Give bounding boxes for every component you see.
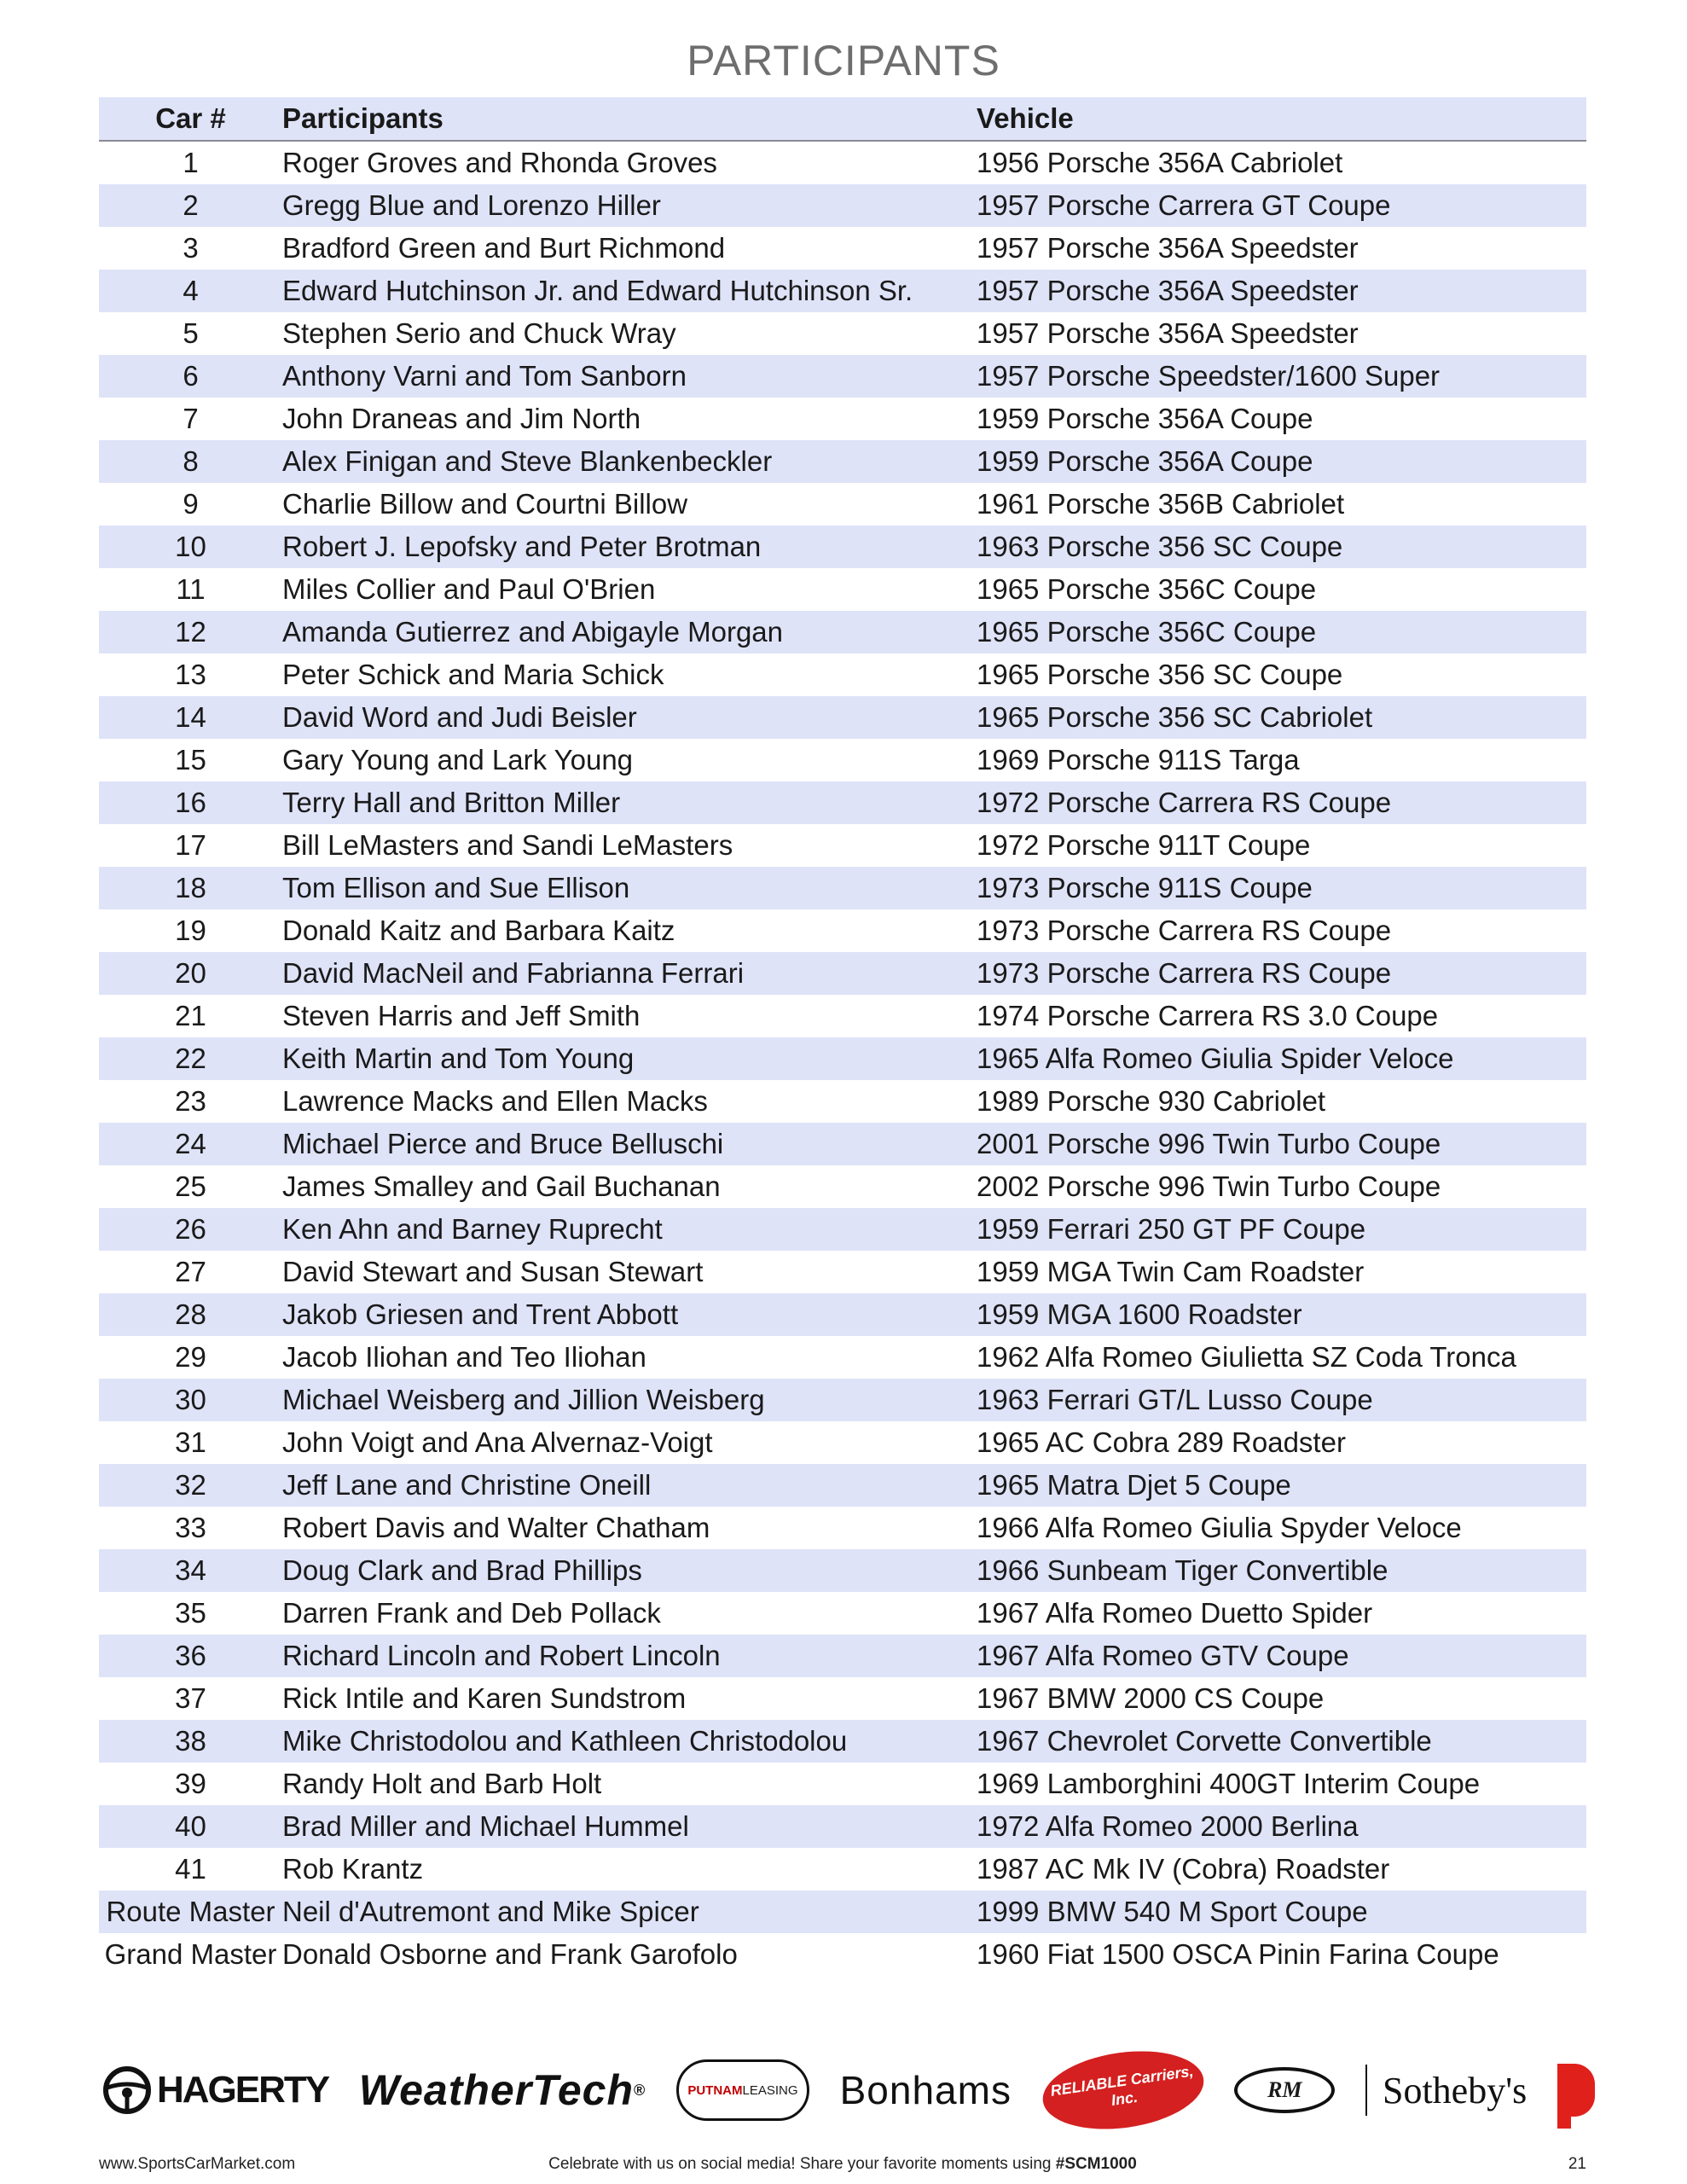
vehicle-cell: 1973 Porsche Carrera RS Coupe (977, 957, 1392, 989)
car-number-cell: 21 (175, 1000, 206, 1031)
vehicle-cell: 1972 Porsche 911T Coupe (977, 829, 1311, 861)
vehicle-cell: 1967 Alfa Romeo GTV Coupe (977, 1640, 1349, 1671)
participants-cell: Michael Weisberg and Jillion Weisberg (282, 1384, 765, 1415)
car-number-cell: 12 (175, 616, 206, 648)
table-row (99, 696, 1586, 739)
participants-cell: Bill LeMasters and Sandi LeMasters (282, 829, 733, 861)
vehicle-cell: 1967 Alfa Romeo Duetto Spider (977, 1597, 1373, 1629)
car-number-cell: 22 (175, 1043, 206, 1074)
vehicle-cell: 1965 Alfa Romeo Giulia Spider Veloce (977, 1043, 1454, 1074)
car-number-cell: 18 (175, 872, 206, 903)
participants-cell: Peter Schick and Maria Schick (282, 659, 664, 690)
vehicle-cell: 1965 Porsche 356 SC Coupe (977, 659, 1343, 690)
table-row (99, 781, 1586, 824)
weathertech-wordmark: WeatherTech (358, 2066, 635, 2114)
vehicle-cell: 1969 Lamborghini 400GT Interim Coupe (977, 1768, 1481, 1799)
vehicle-cell: 2001 Porsche 996 Twin Turbo Coupe (977, 1128, 1441, 1159)
participants-cell: Anthony Varni and Tom Sanborn (282, 360, 687, 392)
table-row (99, 1933, 1586, 1976)
car-number-cell: 19 (175, 915, 206, 946)
car-number-cell: 39 (175, 1768, 206, 1799)
logo-divider (1365, 2065, 1367, 2116)
vehicle-cell: 1960 Fiat 1500 OSCA Pinin Farina Coupe (977, 1938, 1499, 1970)
sponsor-bar (102, 2048, 1595, 2133)
vehicle-cell: 1957 Porsche 356A Speedster (977, 275, 1359, 306)
vehicle-cell: 1973 Porsche 911S Coupe (977, 872, 1313, 903)
table-row (99, 1208, 1586, 1251)
vehicle-cell: 1956 Porsche 356A Cabriolet (977, 147, 1343, 178)
vehicle-cell: 1957 Porsche 356A Speedster (977, 232, 1359, 264)
car-number-cell: 7 (183, 403, 199, 434)
car-number-cell: 32 (175, 1469, 206, 1501)
rm-logo: RM (1234, 2067, 1335, 2113)
vehicle-cell: 1967 Chevrolet Corvette Convertible (977, 1725, 1432, 1757)
reliable-carriers-logo: RELIABLE Carriers, Inc. (1037, 2042, 1208, 2139)
vehicle-cell: 1965 Porsche 356C Coupe (977, 573, 1317, 605)
table-row (99, 1080, 1586, 1123)
vehicle-cell: 1966 Sunbeam Tiger Convertible (977, 1554, 1388, 1586)
table-row (99, 568, 1586, 611)
car-number-cell: Grand Master (104, 1938, 277, 1970)
vehicle-cell: 1969 Porsche 911S Targa (977, 744, 1300, 775)
car-number-cell: 36 (175, 1640, 206, 1671)
table-row (99, 952, 1586, 995)
participants-cell: Alex Finigan and Steve Blankenbeckler (282, 445, 773, 477)
car-number-cell: 41 (175, 1853, 206, 1885)
table-row (99, 1037, 1586, 1080)
participants-cell: Donald Kaitz and Barbara Kaitz (282, 915, 675, 946)
participants-cell: Richard Lincoln and Robert Lincoln (282, 1640, 721, 1671)
car-number-cell: 17 (175, 829, 206, 861)
footer-social-text: Celebrate with us on social media! Share your favorite moments using (548, 2155, 1056, 2173)
sothebys-logo (1365, 2065, 1527, 2116)
participants-cell: Jacob Iliohan and Teo Iliohan (282, 1341, 646, 1373)
participants-cell: Michael Pierce and Bruce Belluschi (282, 1128, 724, 1159)
table-row (99, 1336, 1586, 1379)
table-row (99, 653, 1586, 696)
car-number-cell: Route Master (106, 1896, 275, 1927)
vehicle-cell: 1967 BMW 2000 CS Coupe (977, 1682, 1325, 1714)
putnam-badge (676, 2059, 809, 2121)
participants-cell: Rob Krantz (282, 1853, 424, 1885)
car-number-cell: 14 (175, 701, 206, 733)
table-row (99, 270, 1586, 312)
car-number-cell: 34 (175, 1554, 206, 1586)
table-row (99, 1592, 1586, 1635)
porsche-p-logo-icon (1557, 2064, 1595, 2117)
footer-hashtag: #SCM1000 (1055, 2155, 1137, 2173)
registered-mark: ® (634, 2081, 646, 2099)
table-row (99, 1421, 1586, 1464)
vehicle-cell: 1963 Ferrari GT/L Lusso Coupe (977, 1384, 1373, 1415)
hagerty-logo (102, 2065, 328, 2115)
table-row (99, 1123, 1586, 1165)
participants-cell: Mike Christodolou and Kathleen Christodolou (282, 1725, 848, 1757)
car-number-cell: 30 (175, 1384, 206, 1415)
table-row (99, 1720, 1586, 1763)
participants-cell: Gary Young and Lark Young (282, 744, 634, 775)
participants-cell: David Word and Judi Beisler (282, 701, 637, 733)
participants-cell: Bradford Green and Burt Richmond (282, 232, 726, 264)
vehicle-cell: 1965 AC Cobra 289 Roadster (977, 1426, 1346, 1458)
vehicle-cell: 1957 Porsche Speedster/1600 Super (977, 360, 1441, 392)
page-number: 21 (1568, 2155, 1586, 2173)
car-number-cell: 16 (175, 787, 206, 818)
bonhams-logo: Bonhams (839, 2068, 1012, 2112)
vehicle-cell: 1974 Porsche Carrera RS 3.0 Coupe (977, 1000, 1439, 1031)
car-number-cell: 35 (175, 1597, 206, 1629)
putnam-brand: PUTNAM (687, 2082, 743, 2098)
table-row (99, 824, 1586, 867)
participants-cell: Randy Holt and Barb Holt (282, 1768, 602, 1799)
vehicle-cell: 1999 BMW 540 M Sport Coupe (977, 1896, 1368, 1927)
participants-cell: Tom Ellison and Sue Ellison (282, 872, 630, 903)
participants-cell: David MacNeil and Fabrianna Ferrari (282, 957, 745, 989)
table-row (99, 142, 1586, 184)
participants-cell: Roger Groves and Rhonda Groves (282, 147, 717, 178)
participants-cell: Amanda Gutierrez and Abigayle Morgan (282, 616, 784, 648)
participants-table (99, 97, 1586, 1976)
car-number-cell: 20 (175, 957, 206, 989)
car-number-cell: 33 (175, 1512, 206, 1543)
table-body (99, 142, 1586, 1976)
participants-cell: Edward Hutchinson Jr. and Edward Hutchinson Sr. (282, 275, 913, 306)
car-number-cell: 15 (175, 744, 206, 775)
participants-cell: Terry Hall and Britton Miller (282, 787, 621, 818)
vehicle-cell: 1959 MGA 1600 Roadster (977, 1298, 1302, 1330)
participants-cell: Jakob Griesen and Trent Abbott (282, 1298, 679, 1330)
header-participants: Participants (282, 102, 443, 134)
vehicle-cell: 1966 Alfa Romeo Giulia Spyder Veloce (977, 1512, 1462, 1543)
table-row (99, 440, 1586, 483)
car-number-cell: 3 (183, 232, 199, 264)
participants-cell: Lawrence Macks and Ellen Macks (282, 1085, 708, 1117)
page-footer (99, 2155, 1586, 2181)
car-number-cell: 25 (175, 1170, 206, 1202)
table-row (99, 483, 1586, 526)
car-number-cell: 37 (175, 1682, 206, 1714)
participants-cell: Keith Martin and Tom Young (282, 1043, 635, 1074)
vehicle-cell: 1963 Porsche 356 SC Coupe (977, 531, 1343, 562)
table-row (99, 1464, 1586, 1507)
vehicle-cell: 1973 Porsche Carrera RS Coupe (977, 915, 1392, 946)
vehicle-cell: 1959 Porsche 356A Coupe (977, 403, 1313, 434)
participants-cell: Jeff Lane and Christine Oneill (282, 1469, 652, 1501)
table-row (99, 1763, 1586, 1805)
footer-website-link[interactable]: www.SportsCarMarket.com (99, 2155, 296, 2173)
header-car-number: Car # (155, 102, 226, 134)
table-row (99, 227, 1586, 270)
vehicle-cell: 1965 Porsche 356C Coupe (977, 616, 1317, 648)
participants-cell: Robert J. Lepofsky and Peter Brotman (282, 531, 762, 562)
car-number-cell: 1 (183, 147, 199, 178)
page-title: PARTICIPANTS (687, 37, 1000, 84)
car-number-cell: 8 (183, 445, 199, 477)
participants-cell: Ken Ahn and Barney Ruprecht (282, 1213, 663, 1245)
table-row (99, 1165, 1586, 1208)
participants-cell: John Voigt and Ana Alvernaz-Voigt (282, 1426, 713, 1458)
car-number-cell: 28 (175, 1298, 206, 1330)
vehicle-cell: 1957 Porsche 356A Speedster (977, 317, 1359, 349)
table-row (99, 1848, 1586, 1891)
header-vehicle: Vehicle (977, 102, 1074, 134)
participants-cell: Darren Frank and Deb Pollack (282, 1597, 661, 1629)
car-number-cell: 24 (175, 1128, 206, 1159)
participants-cell: Rick Intile and Karen Sundstrom (282, 1682, 687, 1714)
vehicle-cell: 1965 Matra Djet 5 Coupe (977, 1469, 1291, 1501)
table-row (99, 398, 1586, 440)
table-row (99, 355, 1586, 398)
vehicle-cell: 1959 MGA Twin Cam Roadster (977, 1256, 1365, 1287)
participants-cell: Gregg Blue and Lorenzo Hiller (282, 189, 661, 221)
car-number-cell: 5 (183, 317, 199, 349)
vehicle-cell: 1972 Alfa Romeo 2000 Berlina (977, 1810, 1359, 1842)
vehicle-cell: 1959 Porsche 356A Coupe (977, 445, 1313, 477)
participants-cell: Neil d'Autremont and Mike Spicer (282, 1896, 699, 1927)
participants-cell: John Draneas and Jim North (282, 403, 641, 434)
vehicle-cell: 2002 Porsche 996 Twin Turbo Coupe (977, 1170, 1441, 1202)
table-row (99, 1507, 1586, 1549)
car-number-cell: 38 (175, 1725, 206, 1757)
car-number-cell: 31 (175, 1426, 206, 1458)
table-row (99, 1677, 1586, 1720)
hagerty-wordmark: HAGERTY (157, 2069, 329, 2111)
car-number-cell: 23 (175, 1085, 206, 1117)
table-row (99, 1379, 1586, 1421)
table-row (99, 1251, 1586, 1293)
participants-cell: David Stewart and Susan Stewart (282, 1256, 704, 1287)
participants-cell: James Smalley and Gail Buchanan (282, 1170, 721, 1202)
table-row (99, 526, 1586, 568)
car-number-cell: 40 (175, 1810, 206, 1842)
participants-cell: Doug Clark and Brad Phillips (282, 1554, 642, 1586)
car-number-cell: 26 (175, 1213, 206, 1245)
participants-cell: Brad Miller and Michael Hummel (282, 1810, 689, 1842)
vehicle-cell: 1987 AC Mk IV (Cobra) Roadster (977, 1853, 1390, 1885)
weathertech-logo (359, 2065, 646, 2115)
vehicle-cell: 1989 Porsche 930 Cabriolet (977, 1085, 1326, 1117)
vehicle-cell: 1957 Porsche Carrera GT Coupe (977, 189, 1391, 221)
participants-cell: Steven Harris and Jeff Smith (282, 1000, 641, 1031)
vehicle-cell: 1959 Ferrari 250 GT PF Coupe (977, 1213, 1366, 1245)
table-row (99, 184, 1586, 227)
car-number-cell: 10 (175, 531, 206, 562)
table-row (99, 1635, 1586, 1677)
table-row (99, 867, 1586, 909)
table-row (99, 909, 1586, 952)
car-number-cell: 4 (183, 275, 199, 306)
participants-cell: Miles Collier and Paul O'Brien (282, 573, 656, 605)
putnam-suffix: LEASING (742, 2082, 798, 2098)
participants-cell: Stephen Serio and Chuck Wray (282, 317, 676, 349)
table-row (99, 1891, 1586, 1933)
vehicle-cell: 1965 Porsche 356 SC Cabriolet (977, 701, 1373, 733)
participants-cell: Donald Osborne and Frank Garofolo (282, 1938, 738, 1970)
table-header (99, 97, 1586, 142)
vehicle-cell: 1962 Alfa Romeo Giulietta SZ Coda Tronca (977, 1341, 1516, 1373)
car-number-cell: 13 (175, 659, 206, 690)
table-row (99, 312, 1586, 355)
participants-cell: Robert Davis and Walter Chatham (282, 1512, 710, 1543)
vehicle-cell: 1972 Porsche Carrera RS Coupe (977, 787, 1392, 818)
vehicle-cell: 1961 Porsche 356B Cabriolet (977, 488, 1345, 520)
participants-cell: Charlie Billow and Courtni Billow (282, 488, 688, 520)
car-number-cell: 2 (183, 189, 199, 221)
car-number-cell: 29 (175, 1341, 206, 1373)
car-number-cell: 9 (183, 488, 199, 520)
car-number-cell: 6 (183, 360, 199, 392)
footer-social-message (99, 2155, 1586, 2174)
sothebys-wordmark: Sotheby's (1382, 2069, 1528, 2111)
table-row (99, 611, 1586, 653)
car-number-cell: 27 (175, 1256, 206, 1287)
steering-wheel-icon (102, 2065, 152, 2115)
putnam-leasing-logo (676, 2059, 809, 2121)
car-number-cell: 11 (176, 573, 206, 605)
table-row (99, 1293, 1586, 1336)
table-row (99, 1549, 1586, 1592)
table-row (99, 1805, 1586, 1848)
table-row (99, 739, 1586, 781)
table-row (99, 995, 1586, 1037)
